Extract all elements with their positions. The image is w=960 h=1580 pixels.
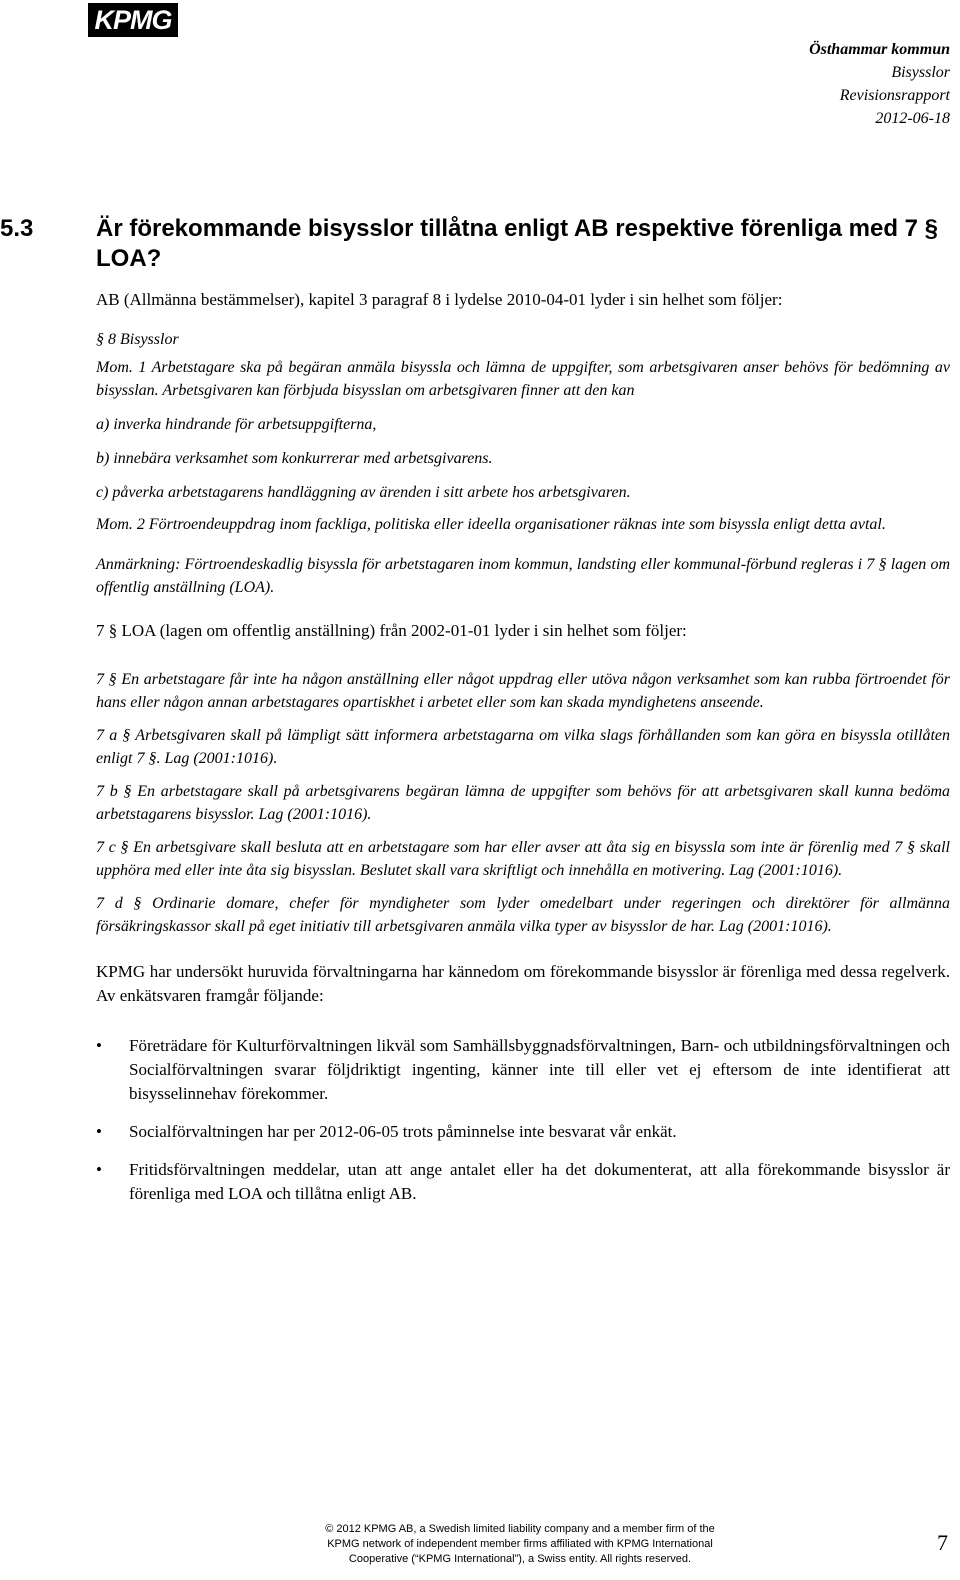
ab-anmarkning: Anmärkning: Förtroendeskadlig bisyssla för arbetstagaren inom kommun, landsting eller kommunal-förbund regleras i 7 § lagen om offentlig anställning (LOA). (96, 556, 950, 596)
kpmg-logo: KPMG (88, 3, 178, 37)
ab-mom1: Mom. 1 Arbetstagare ska på begäran anmäla bisyssla och lämna de uppgifter, som arbetsgivaren anser behövs för bedömning av bisysslan. Arbetsgivaren kan förbjuda bisysslan om arbetsgivaren finner att den kan (96, 359, 950, 399)
bullet-icon: • (96, 1160, 102, 1179)
kpmg-summary: KPMG har undersökt huruvida förvaltningarna har kännedom om förekommande bisysslor är förenliga med dessa regelverk. Av enkätsvaren framgår följande: (96, 962, 950, 1005)
document-header (809, 38, 950, 130)
page-number: 7 (937, 1530, 948, 1555)
loa-section-7c: 7 c § En arbetsgivare skall besluta att en arbetstagare som har eller avser att åta sig en bisyssla som inte är förenlig med 7 § skall upphöra med eller inte åta sig bisysslan. Beslutet skall vara skriftligt och innehålla en motivering. Lag (2001:1016). (96, 839, 950, 879)
section-number: 5.3 (0, 215, 34, 242)
loa-section-7: 7 § En arbetstagare får inte ha någon anställning eller något uppdrag eller utöva någon verksamhet som kan rubba förtroendet för hans eller någon annan arbetstagares opartiskhet i arbetet eller som kan skada myndighetens anseende. (96, 671, 950, 711)
ab-item-b: b) innebära verksamhet som konkurrerar med arbetsgivarens. (96, 450, 493, 467)
footer-line: Cooperative (“KPMG International”), a Swiss entity. All rights reserved. (348, 1553, 692, 1565)
ab-mom2: Mom. 2 Förtroendeuppdrag inom fackliga, politiska eller ideella organisationer räknas inte som bisyssla enligt detta avtal. (96, 516, 886, 533)
list-item-text: Företrädare för Kulturförvaltningen likväl som Samhällsbyggnadsförvaltningen, Barn- och utbildningsförvaltningen och Socialförvaltningen svarar följdriktigt ingenting, känner inte till eller vet ej eftersom de inte identifierat att bisysselinnehav förekommer. (129, 1036, 950, 1103)
loa-intro: 7 § LOA (lagen om offentlig anställning) från 2002-01-01 lyder i sin helhet som följer: (96, 621, 687, 640)
ab-heading: § 8 Bisysslor (96, 331, 179, 348)
section-heading (0, 214, 950, 274)
section-title: Är förekommande bisysslor tillåtna enligt AB respektive förenliga med 7 § LOA? (96, 215, 939, 272)
header-organization: Östhammar kommun (809, 41, 950, 58)
list-item-text: Fritidsförvaltningen meddelar, utan att ange antalet eller ha det dokumenterat, att alla förekommande bisysslor är förenliga med LOA och tillåtna enligt AB. (129, 1160, 950, 1203)
header-subject: Bisysslor (891, 64, 950, 81)
ab-intro: AB (Allmänna bestämmelser), kapitel 3 paragraf 8 i lydelse 2010-04-01 lyder i sin helhet som följer: (96, 290, 783, 309)
footer-line: © 2012 KPMG AB, a Swedish limited liability company and a member firm of the (325, 1523, 715, 1535)
loa-section-7d: 7 d § Ordinarie domare, chefer för myndigheter som lyder omedelbart under regeringen och direktörer för allmänna försäkringskassor skall på eget initiativ till arbetsgivaren anmäla vilka typer av bisysslor de har. Lag (2001:1016). (96, 895, 950, 935)
list-item-text: Socialförvaltningen har per 2012-06-05 trots påminnelse inte besvarat vår enkät. (129, 1122, 677, 1141)
list-item (96, 1120, 950, 1144)
bullet-icon: • (96, 1036, 102, 1055)
header-date: 2012-06-18 (875, 110, 950, 127)
ab-item-a: a) inverka hindrande för arbetsuppgifterna, (96, 416, 377, 433)
copyright-footer (270, 1522, 770, 1567)
bullet-icon: • (96, 1122, 102, 1141)
footer-line: KPMG network of independent member firms affiliated with KPMG International (327, 1538, 713, 1550)
loa-section-7a: 7 a § Arbetsgivaren skall på lämpligt sätt informera arbetstagarna om vilka slags förhållanden som kan göra en bisyssla otillåten enligt 7 §. Lag (2001:1016). (96, 727, 950, 767)
main-content (96, 288, 950, 1206)
findings-list (96, 1034, 950, 1206)
list-item (96, 1158, 950, 1206)
loa-section-7b: 7 b § En arbetstagare skall på arbetsgivarens begäran lämna de uppgifter som behövs för att arbetsgivaren skall kunna bedöma arbetstagarens bisysslor. Lag (2001:1016). (96, 783, 950, 823)
header-document-type: Revisionsrapport (839, 87, 950, 104)
ab-item-c: c) påverka arbetstagarens handläggning av ärenden i sitt arbete hos arbetsgivaren. (96, 484, 631, 501)
list-item (96, 1034, 950, 1106)
